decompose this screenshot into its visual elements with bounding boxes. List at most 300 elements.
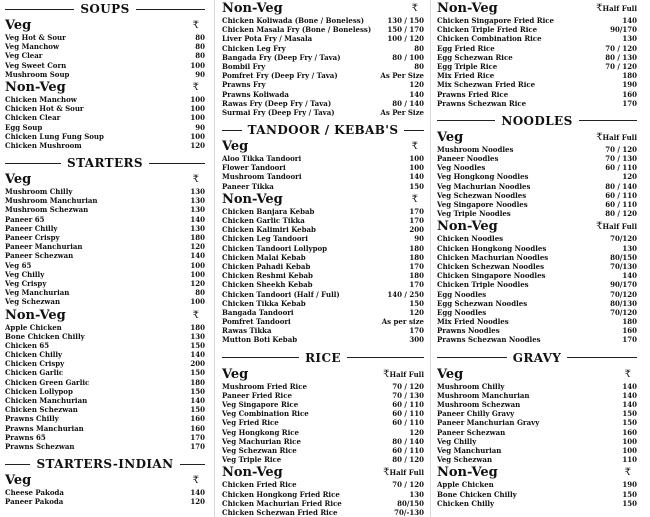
group-header-starters-indian-veg: Veg ₹ bbox=[5, 473, 205, 488]
item-name: Chicken Crispy bbox=[5, 359, 65, 369]
item-price: 80 bbox=[195, 42, 205, 52]
item-name: Paneer Schezwan bbox=[5, 251, 74, 261]
item-name: Mushroom Chilly bbox=[5, 187, 73, 197]
item-name: Egg Noodles bbox=[437, 289, 487, 299]
menu-item bbox=[5, 215, 205, 224]
item-name: Veg Crispy bbox=[5, 278, 47, 288]
item-price: 140 bbox=[409, 89, 424, 99]
item-price: 100 bbox=[622, 445, 637, 455]
item-price: 80 / 140 bbox=[392, 436, 424, 446]
item-price: 80 / 120 bbox=[605, 209, 637, 219]
item-name: Prawns Fried Rice bbox=[437, 89, 509, 99]
item-name: Chicken Lung Fung Soup bbox=[5, 131, 104, 141]
item-price: 200 bbox=[190, 359, 205, 369]
menu-item bbox=[5, 233, 205, 242]
menu-item bbox=[437, 200, 637, 209]
item-price: 90 bbox=[195, 69, 205, 79]
group-header-tandoor-veg: Veg ₹ bbox=[222, 139, 424, 154]
item-price: 150 bbox=[190, 405, 205, 415]
group-header-starters-nonveg: Non-Veg ₹ bbox=[5, 308, 205, 323]
item-name: Veg Manchurian bbox=[5, 288, 70, 298]
item-name: Veg Machurian Noodles bbox=[437, 181, 531, 191]
menu-item bbox=[222, 80, 424, 89]
menu-item bbox=[222, 428, 424, 437]
item-name: Chicken Schezwan Fried Rice bbox=[222, 507, 338, 517]
item-price: 60 / 110 bbox=[392, 409, 424, 419]
item-name: Mutton Boti Kebab bbox=[222, 335, 298, 345]
item-price: 70 / 120 bbox=[392, 480, 424, 490]
rupee-icon: ₹ bbox=[192, 174, 199, 186]
item-name: Egg Soup bbox=[5, 122, 43, 132]
half-full-label: ₹Half Full bbox=[383, 368, 424, 380]
item-price: 160 bbox=[190, 414, 205, 424]
item-price: 180 bbox=[190, 233, 205, 242]
item-price: 120 bbox=[409, 307, 424, 317]
menu-item bbox=[437, 172, 637, 181]
item-name: Chicken Machurian Fried Rice bbox=[222, 498, 342, 508]
item-name: Chicken Hongkong Fried Rice bbox=[222, 489, 340, 499]
menu-item bbox=[222, 225, 424, 234]
menu-item bbox=[5, 297, 205, 306]
item-price: 120 bbox=[409, 80, 424, 90]
section-header-starters-indian: STARTERS-INDIAN bbox=[5, 457, 205, 471]
item-name: Chicken Mushroom bbox=[5, 140, 82, 150]
menu-item bbox=[5, 70, 205, 79]
menu-item bbox=[437, 480, 637, 489]
item-price: 170 bbox=[409, 280, 424, 290]
menu-item bbox=[437, 182, 637, 191]
item-name: Bangada Fry (Deep Fry / Tava) bbox=[222, 52, 341, 62]
item-name: Chicken Singapore Noodles bbox=[437, 271, 546, 281]
item-price: 170 bbox=[409, 216, 424, 225]
menu-item bbox=[222, 108, 424, 117]
item-name: Paneer Chilly Gravy bbox=[437, 409, 515, 419]
menu-item bbox=[222, 391, 424, 400]
item-price: 130 bbox=[190, 205, 205, 215]
menu-item bbox=[437, 290, 637, 299]
menu-item bbox=[5, 405, 205, 414]
menu-item bbox=[222, 154, 424, 163]
menu-item bbox=[437, 271, 637, 280]
item-price: 140 bbox=[622, 390, 637, 400]
item-name: Veg Triple Noodles bbox=[437, 209, 511, 219]
item-price: 150 bbox=[409, 181, 424, 191]
menu-item bbox=[5, 350, 205, 359]
section-header-tandoor: TANDOOR / KEBAB'S bbox=[222, 123, 424, 137]
menu-item bbox=[5, 396, 205, 405]
item-name: Surmai Fry (Deep Fry / Tava) bbox=[222, 107, 335, 117]
item-name: Rawas Tikka bbox=[222, 326, 272, 336]
item-price: 170 bbox=[622, 98, 637, 108]
menu-item bbox=[222, 335, 424, 344]
item-name: Chicken Garlic Tikka bbox=[222, 216, 305, 225]
item-name: Chicken Schezwan Noodles bbox=[437, 261, 545, 271]
rupee-icon: ₹ bbox=[624, 368, 631, 380]
item-name: Apple Chicken bbox=[437, 480, 494, 490]
item-price: 130 bbox=[190, 331, 205, 341]
menu-item bbox=[437, 499, 637, 508]
item-name: Chicken Leg Fry bbox=[222, 43, 286, 53]
item-price: 150 bbox=[190, 340, 205, 350]
menu-item bbox=[222, 382, 424, 391]
item-name: Chicken Manchow bbox=[5, 94, 77, 104]
item-price: 180 bbox=[190, 322, 205, 332]
item-price: 130 bbox=[409, 489, 424, 499]
item-price: 170 bbox=[622, 335, 637, 345]
item-name: Chicken Pahadi Kebab bbox=[222, 261, 311, 271]
item-name: Chicken Kalimiri Kebab bbox=[222, 225, 316, 235]
item-name: Prawns Chilly bbox=[5, 414, 59, 424]
item-name: Veg 65 bbox=[5, 260, 32, 270]
item-price: 170 bbox=[190, 432, 205, 442]
menu-item bbox=[437, 428, 637, 437]
item-price: 100 bbox=[190, 113, 205, 123]
column-divider bbox=[430, 0, 431, 517]
item-price: 100 bbox=[622, 436, 637, 446]
item-name: Chicken Koliwada (Bone / Boneless) bbox=[222, 16, 365, 25]
menu-item bbox=[222, 308, 424, 317]
menu-item bbox=[222, 508, 424, 517]
item-name: Prawns Koliwada bbox=[222, 89, 289, 99]
item-name: Cheese Pakoda bbox=[5, 488, 64, 498]
item-name: Mushroom Noodles bbox=[437, 144, 514, 154]
item-price: 90/170 bbox=[610, 280, 637, 290]
item-price: 180 bbox=[409, 243, 424, 253]
item-price: 140 bbox=[409, 172, 424, 182]
item-price: 130 bbox=[622, 34, 637, 44]
starters-indian-veg-list bbox=[5, 488, 205, 506]
item-name: Paneer 65 bbox=[5, 214, 45, 224]
item-name: Chicken Garlic bbox=[5, 368, 64, 378]
menu-item bbox=[437, 209, 637, 218]
item-price: 200 bbox=[409, 225, 424, 235]
item-price: 130 bbox=[190, 196, 205, 206]
menu-item bbox=[437, 62, 637, 71]
menu-item bbox=[437, 326, 637, 335]
item-name: Mushroom Tandoori bbox=[222, 172, 302, 182]
item-price: 130 bbox=[622, 243, 637, 253]
menu-item bbox=[437, 163, 637, 172]
item-name: Chicken Fried Rice bbox=[222, 480, 297, 490]
menu-item bbox=[222, 216, 424, 225]
menu-item bbox=[222, 280, 424, 289]
item-name: Veg Singapore Rice bbox=[222, 400, 299, 409]
item-price: 120 bbox=[190, 140, 205, 150]
item-name: Chicken Chilly bbox=[437, 498, 495, 508]
menu-item bbox=[437, 16, 637, 25]
item-name: Rawas Fry (Deep Fry / Tava) bbox=[222, 98, 332, 108]
item-price: 60 / 110 bbox=[392, 400, 424, 409]
rice-nonveg-cont-list bbox=[437, 16, 637, 108]
item-name: Chicken Clear bbox=[5, 113, 61, 123]
item-name: Chicken Noodles bbox=[437, 234, 504, 244]
menu-item bbox=[437, 446, 637, 455]
item-name: Prawns Noodles bbox=[437, 326, 500, 336]
item-price: 150 bbox=[622, 489, 637, 499]
rupee-icon: ₹ bbox=[596, 221, 603, 233]
item-price: As per size bbox=[381, 317, 424, 327]
item-name: Chicken Triple Fried Rice bbox=[437, 25, 538, 35]
menu-item bbox=[437, 308, 637, 317]
section-header-noodles: NOODLES bbox=[437, 114, 637, 128]
item-name: Pomfret Tandoori bbox=[222, 317, 291, 327]
item-price: 100 bbox=[190, 269, 205, 279]
item-name: Paneer Manchurian Gravy bbox=[437, 418, 540, 428]
menu-item bbox=[5, 261, 205, 270]
menu-item bbox=[222, 71, 424, 80]
item-name: Chicken Sheekh Kebab bbox=[222, 280, 313, 290]
item-price: 70 / 120 bbox=[605, 144, 637, 154]
item-price: 70/130 bbox=[610, 261, 637, 271]
group-header-tandoor-nonveg: Non-Veg ₹ bbox=[222, 192, 424, 207]
menu-item bbox=[222, 182, 424, 191]
item-price: 70/120 bbox=[610, 289, 637, 299]
item-name: Mix Fried Rice bbox=[437, 71, 495, 81]
menu-item bbox=[5, 123, 205, 132]
item-name: Veg Chilly bbox=[437, 436, 477, 446]
item-name: Egg Noodles bbox=[437, 307, 487, 317]
half-full-label: ₹Half Full bbox=[596, 3, 637, 14]
menu-item bbox=[5, 497, 205, 506]
menu-item bbox=[437, 299, 637, 308]
item-price: 80 / 130 bbox=[605, 52, 637, 62]
menu-item bbox=[437, 400, 637, 409]
item-price: 120 bbox=[190, 242, 205, 252]
menu-item bbox=[222, 400, 424, 409]
item-name: Chicken Leg Tandoori bbox=[222, 234, 308, 244]
item-price: 100 bbox=[190, 131, 205, 141]
item-name: Flower Tandoori bbox=[222, 163, 286, 173]
item-name: Veg Schezwan bbox=[5, 297, 61, 307]
menu-item bbox=[222, 244, 424, 253]
tandoor-nonveg-list bbox=[222, 207, 424, 345]
item-name: Prawns 65 bbox=[5, 432, 46, 442]
item-name: Bone Chicken Chilly bbox=[5, 331, 85, 341]
item-price: 90/170 bbox=[610, 25, 637, 35]
item-name: Chicken Banjara Kebab bbox=[222, 206, 315, 216]
item-name: Mix Fried Noodles bbox=[437, 317, 509, 327]
item-price: 90 bbox=[414, 234, 424, 244]
item-price: 140 bbox=[190, 488, 205, 498]
item-price: 100 bbox=[409, 154, 424, 164]
group-header-rice-veg: Veg ₹Half Full bbox=[222, 366, 424, 382]
item-name: Chicken Chilly bbox=[5, 350, 63, 360]
menu-item bbox=[5, 224, 205, 233]
menu-item bbox=[5, 95, 205, 104]
menu-item bbox=[5, 242, 205, 251]
rupee-icon: ₹ bbox=[383, 368, 390, 380]
item-name: Chicken Masala Fry (Bone / Boneless) bbox=[222, 25, 372, 35]
item-price: 140 bbox=[190, 396, 205, 405]
menu-item bbox=[222, 253, 424, 262]
item-name: Veg Noodles bbox=[437, 163, 486, 173]
menu-item bbox=[222, 299, 424, 308]
item-name: Mushroom Schezwan bbox=[437, 400, 521, 409]
item-price: 100 / 120 bbox=[387, 34, 424, 44]
item-price: 160 bbox=[622, 89, 637, 99]
menu-item bbox=[5, 33, 205, 42]
item-name: Chicken Schezwan bbox=[5, 405, 78, 415]
menu-item bbox=[5, 332, 205, 341]
item-name: Prawns Manchurian bbox=[5, 423, 84, 433]
item-name: Chicken Singapore Fried Rice bbox=[437, 16, 554, 25]
rupee-icon: ₹ bbox=[596, 3, 603, 14]
item-name: Chicken Tandoori (Half / Full) bbox=[222, 289, 340, 299]
item-price: 180 bbox=[622, 317, 637, 327]
menu-item bbox=[437, 317, 637, 326]
item-price: 80 / 120 bbox=[392, 455, 424, 465]
menu-item bbox=[5, 251, 205, 260]
item-price: 190 bbox=[622, 480, 637, 490]
item-price: 80/150 bbox=[610, 252, 637, 262]
gravy-nonveg-list bbox=[437, 480, 637, 508]
item-price: 60 / 110 bbox=[392, 445, 424, 455]
item-name: Mushroom Schezwan bbox=[5, 205, 89, 215]
menu-column-1 bbox=[5, 0, 205, 517]
item-name: Veg Hongkong Noodles bbox=[437, 172, 529, 182]
item-price: 70 / 120 bbox=[605, 61, 637, 71]
item-price: 90 bbox=[195, 122, 205, 132]
item-price: 180 bbox=[409, 271, 424, 281]
item-name: Chicken Tikka Kebab bbox=[222, 298, 306, 308]
item-name: Paneer Manchurian bbox=[5, 242, 83, 252]
item-price: 170 bbox=[409, 326, 424, 336]
rupee-icon: ₹ bbox=[411, 193, 418, 205]
item-price: 150 bbox=[190, 386, 205, 396]
item-name: Veg Manchow bbox=[5, 42, 59, 52]
menu-item bbox=[5, 288, 205, 297]
item-name: Chicken 65 bbox=[5, 340, 50, 350]
menu-item bbox=[222, 480, 424, 489]
menu-item bbox=[437, 34, 637, 43]
menu-item bbox=[437, 382, 637, 391]
item-price: 80 bbox=[195, 33, 205, 42]
item-price: 60 / 110 bbox=[392, 418, 424, 428]
starters-nonveg-list bbox=[5, 323, 205, 452]
item-name: Veg Schezwan Rice bbox=[222, 445, 297, 455]
menu-item bbox=[5, 270, 205, 279]
rupee-icon: ₹ bbox=[411, 3, 418, 14]
menu-item bbox=[222, 172, 424, 181]
item-price: 100 bbox=[190, 94, 205, 104]
item-name: Chicken Combination Rice bbox=[437, 34, 542, 44]
item-price: 140 bbox=[190, 214, 205, 224]
item-price: 170 bbox=[409, 261, 424, 271]
section-header-gravy: GRAVY bbox=[437, 351, 637, 365]
item-name: Veg Hot & Sour bbox=[5, 33, 66, 42]
item-price: 80 bbox=[195, 288, 205, 298]
menu-item bbox=[5, 323, 205, 332]
item-price: 80 / 140 bbox=[392, 98, 424, 108]
menu-item bbox=[437, 145, 637, 154]
item-name: Chicken Machurian Noodles bbox=[437, 252, 549, 262]
group-header-noodles-nonveg: Non-Veg ₹Half Full bbox=[437, 219, 637, 235]
item-price: 160 bbox=[190, 423, 205, 433]
menu-item bbox=[437, 391, 637, 400]
item-price: 140 bbox=[622, 400, 637, 409]
menu-item bbox=[5, 51, 205, 60]
item-name: Egg Triple Rice bbox=[437, 61, 498, 71]
group-header-gravy-nonveg: Non-Veg ₹ bbox=[437, 465, 637, 480]
item-name: Veg Triple Rice bbox=[222, 455, 282, 465]
rupee-icon: ₹ bbox=[383, 467, 390, 479]
noodles-nonveg-list bbox=[437, 234, 637, 344]
menu-item bbox=[222, 271, 424, 280]
item-name: Prawns Schezwan Rice bbox=[437, 98, 527, 108]
item-price: 70/120 bbox=[610, 234, 637, 244]
item-name: Veg Manchurian bbox=[437, 445, 502, 455]
menu-item bbox=[437, 191, 637, 200]
group-header-rice-nonveg-cont: Non-Veg ₹Half Full bbox=[437, 1, 637, 16]
menu-item bbox=[222, 44, 424, 53]
half-full-label: ₹Half Full bbox=[383, 467, 424, 479]
item-name: Veg Chilly bbox=[5, 269, 45, 279]
item-name: Chicken Manchurian bbox=[5, 396, 88, 405]
item-price: 300 bbox=[409, 335, 424, 345]
item-name: Veg Fried Rice bbox=[222, 418, 279, 428]
menu-item bbox=[5, 104, 205, 113]
item-price: 80/130 bbox=[610, 298, 637, 308]
group-header-rice-nonveg: Non-Veg ₹Half Full bbox=[222, 465, 424, 481]
menu-item bbox=[5, 424, 205, 433]
menu-item bbox=[5, 359, 205, 368]
item-price: 70 / 130 bbox=[605, 154, 637, 164]
menu-item bbox=[437, 44, 637, 53]
menu-item bbox=[222, 437, 424, 446]
rupee-icon: ₹ bbox=[411, 141, 418, 153]
item-price: 80 bbox=[195, 51, 205, 61]
group-header-gravy-veg: Veg ₹ bbox=[437, 367, 637, 382]
item-name: Chicken Tandoori Lollypop bbox=[222, 243, 328, 253]
menu-item bbox=[437, 253, 637, 262]
item-name: Veg Sweet Corn bbox=[5, 60, 67, 70]
item-price: 160 bbox=[622, 427, 637, 437]
item-price: 60 / 110 bbox=[605, 163, 637, 173]
item-price: 180 bbox=[622, 71, 637, 81]
starters-veg-list bbox=[5, 187, 205, 306]
menu-item bbox=[5, 433, 205, 442]
item-name: Prawns Schezwan bbox=[5, 441, 75, 451]
noodles-veg-list bbox=[437, 145, 637, 219]
item-name: Paneer Schezwan bbox=[437, 427, 506, 437]
item-price: 120 bbox=[190, 278, 205, 288]
menu-item bbox=[437, 455, 637, 464]
item-price: 190 bbox=[622, 80, 637, 90]
item-price: As Per Size bbox=[380, 107, 424, 117]
menu-item bbox=[5, 279, 205, 288]
item-price: 60 / 110 bbox=[605, 190, 637, 200]
item-name: Paneer Fried Rice bbox=[222, 390, 292, 400]
item-name: Veg Hongkong Rice bbox=[222, 427, 299, 437]
rupee-icon: ₹ bbox=[192, 81, 199, 93]
menu-item bbox=[222, 90, 424, 99]
item-name: Apple Chicken bbox=[5, 322, 62, 332]
soups-nonveg-list bbox=[5, 95, 205, 150]
section-header-soups: SOUPS bbox=[5, 2, 205, 16]
menu-item bbox=[5, 196, 205, 205]
item-price: 140 bbox=[622, 381, 637, 391]
menu-item bbox=[222, 446, 424, 455]
menu-item bbox=[222, 499, 424, 508]
item-price: 100 bbox=[190, 260, 205, 270]
menu-item bbox=[222, 409, 424, 418]
item-price: As Per Size bbox=[380, 71, 424, 81]
item-price: 170 bbox=[409, 206, 424, 216]
item-price: 100 bbox=[190, 60, 205, 70]
menu-column-3 bbox=[437, 0, 637, 517]
item-price: 80/150 bbox=[397, 498, 424, 508]
item-name: Veg Singapore Noodles bbox=[437, 200, 528, 209]
